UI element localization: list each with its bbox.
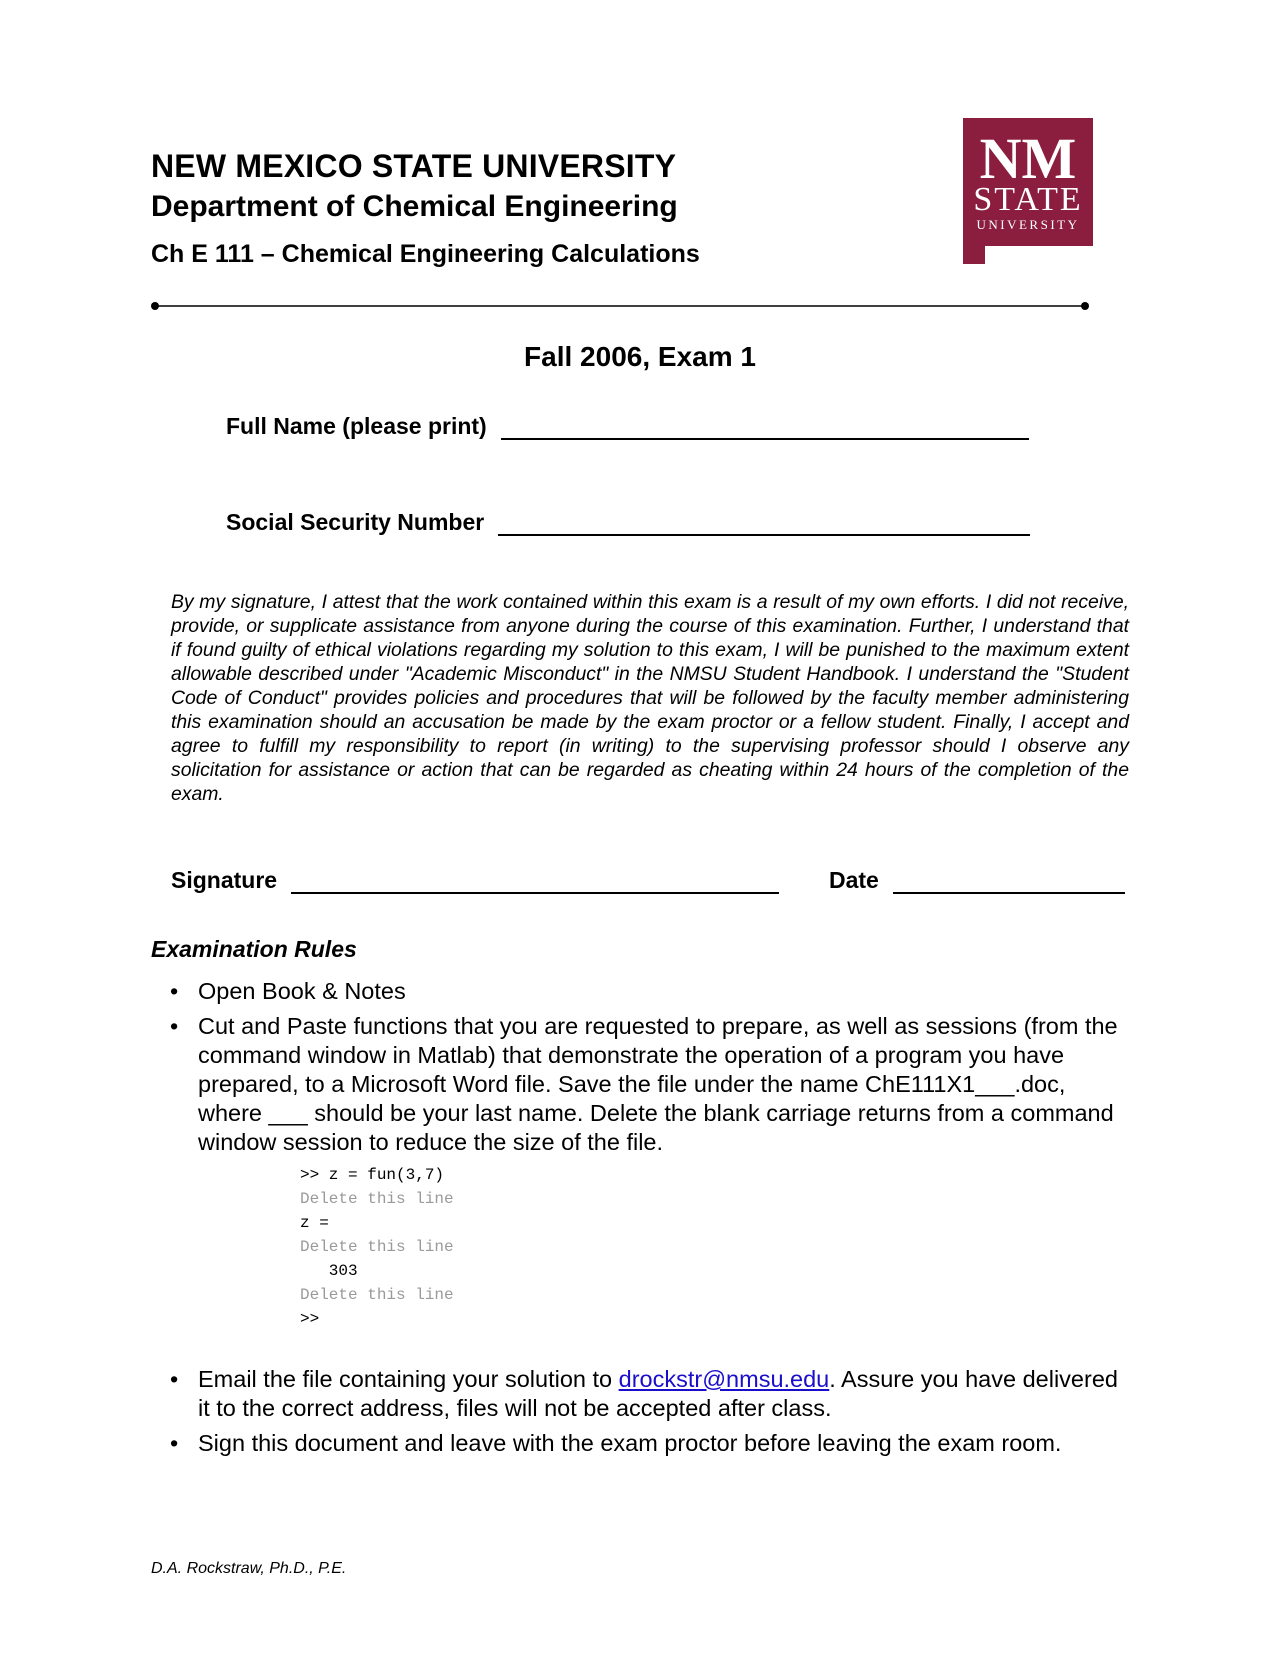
department-name: Department of Chemical Engineering bbox=[151, 190, 678, 223]
date-blank[interactable] bbox=[893, 866, 1125, 894]
bullet-icon: • bbox=[170, 978, 179, 1004]
logo-text-nm: NM bbox=[979, 126, 1077, 191]
attestation-statement: By my signature, I attest that the work contained within this exam is a result of my own efforts. I did not receive, provide, or supplicate assistance from anyone during the course of this examination. Further, I understand that if found guilty of ethical violations regarding my solution to this exam, I will be punished to the maximum extent allowable described under "Academic Misconduct" in the NMSU Student Handbook. I understand the "Student Code of Conduct" provides policies and procedures that will be followed by the faculty member administering this examination should an accusation be made by the exam proctor or a fellow student. Finally, I accept and agree to fulfill my responsibility to report (in writing) to the supervising professor should I observe any solicitation for assistance or action that can be regarded as cheating within 24 hours of the completion of the exam. bbox=[171, 591, 1129, 805]
bullet-icon: • bbox=[170, 1430, 179, 1456]
rule-text-before: Email the file containing your solution to bbox=[198, 1366, 619, 1392]
ssn-field bbox=[226, 508, 1030, 536]
bullet-icon: • bbox=[170, 1366, 179, 1392]
date-label: Date bbox=[829, 867, 879, 893]
code-line: 303 bbox=[300, 1262, 358, 1280]
exam-title: Fall 2006, Exam 1 bbox=[524, 341, 756, 372]
ssn-label: Social Security Number bbox=[226, 509, 485, 535]
full-name-field bbox=[226, 412, 1029, 440]
course-title: Ch E 111 – Chemical Engineering Calculations bbox=[151, 240, 700, 268]
logo-text-state: STATE bbox=[973, 181, 1083, 218]
rule-text: Cut and Paste functions that you are requested to prepare, as well as sessions (from the command window in Matlab) that demonstrate the operation of a program you have prepared, to a Microsoft Word file. Save the file under the name ChE111X1___.doc, where ___ should be your last name. Delete the blank carriage returns from a command window session to reduce the size of the file. bbox=[198, 1013, 1118, 1155]
code-line: >> z = fun(3,7) bbox=[300, 1166, 445, 1184]
bullet-icon: • bbox=[170, 1013, 179, 1039]
matlab-session-example bbox=[300, 1163, 1130, 1331]
ssn-blank[interactable] bbox=[498, 508, 1030, 536]
rules-heading: Examination Rules bbox=[151, 936, 357, 962]
rules-list bbox=[170, 977, 1130, 1458]
rule-item bbox=[170, 1012, 1130, 1331]
signature-field bbox=[171, 866, 779, 894]
code-line-deleted: Delete this line bbox=[300, 1190, 454, 1208]
signature-label: Signature bbox=[171, 867, 278, 893]
signature-blank[interactable] bbox=[291, 866, 779, 894]
rule-item bbox=[170, 1429, 1130, 1458]
full-name-label: Full Name (please print) bbox=[226, 413, 487, 439]
university-name: NEW MEXICO STATE UNIVERSITY bbox=[151, 148, 677, 184]
date-field bbox=[829, 866, 1125, 894]
code-line-deleted: Delete this line bbox=[300, 1286, 454, 1304]
full-name-blank[interactable] bbox=[501, 412, 1029, 440]
rule-text-after: . Assure you have delivered it to the correct address, files will not be accepted after class. bbox=[198, 1366, 1118, 1421]
header-divider bbox=[151, 300, 1089, 312]
rule-item bbox=[170, 977, 1130, 1006]
logo-text-university: UNIVERSITY bbox=[976, 217, 1080, 232]
code-line: z = bbox=[300, 1214, 329, 1232]
footer-author: D.A. Rockstraw, Ph.D., P.E. bbox=[151, 1560, 347, 1577]
rule-item bbox=[170, 1365, 1130, 1423]
code-line: >> bbox=[300, 1310, 320, 1328]
nmsu-logo bbox=[963, 118, 1093, 266]
code-line-deleted: Delete this line bbox=[300, 1238, 454, 1256]
rule-text: Open Book & Notes bbox=[198, 978, 406, 1004]
email-link[interactable]: drockstr@nmsu.edu bbox=[618, 1366, 830, 1392]
rule-text: Sign this document and leave with the exam proctor before leaving the exam room. bbox=[198, 1430, 1062, 1456]
